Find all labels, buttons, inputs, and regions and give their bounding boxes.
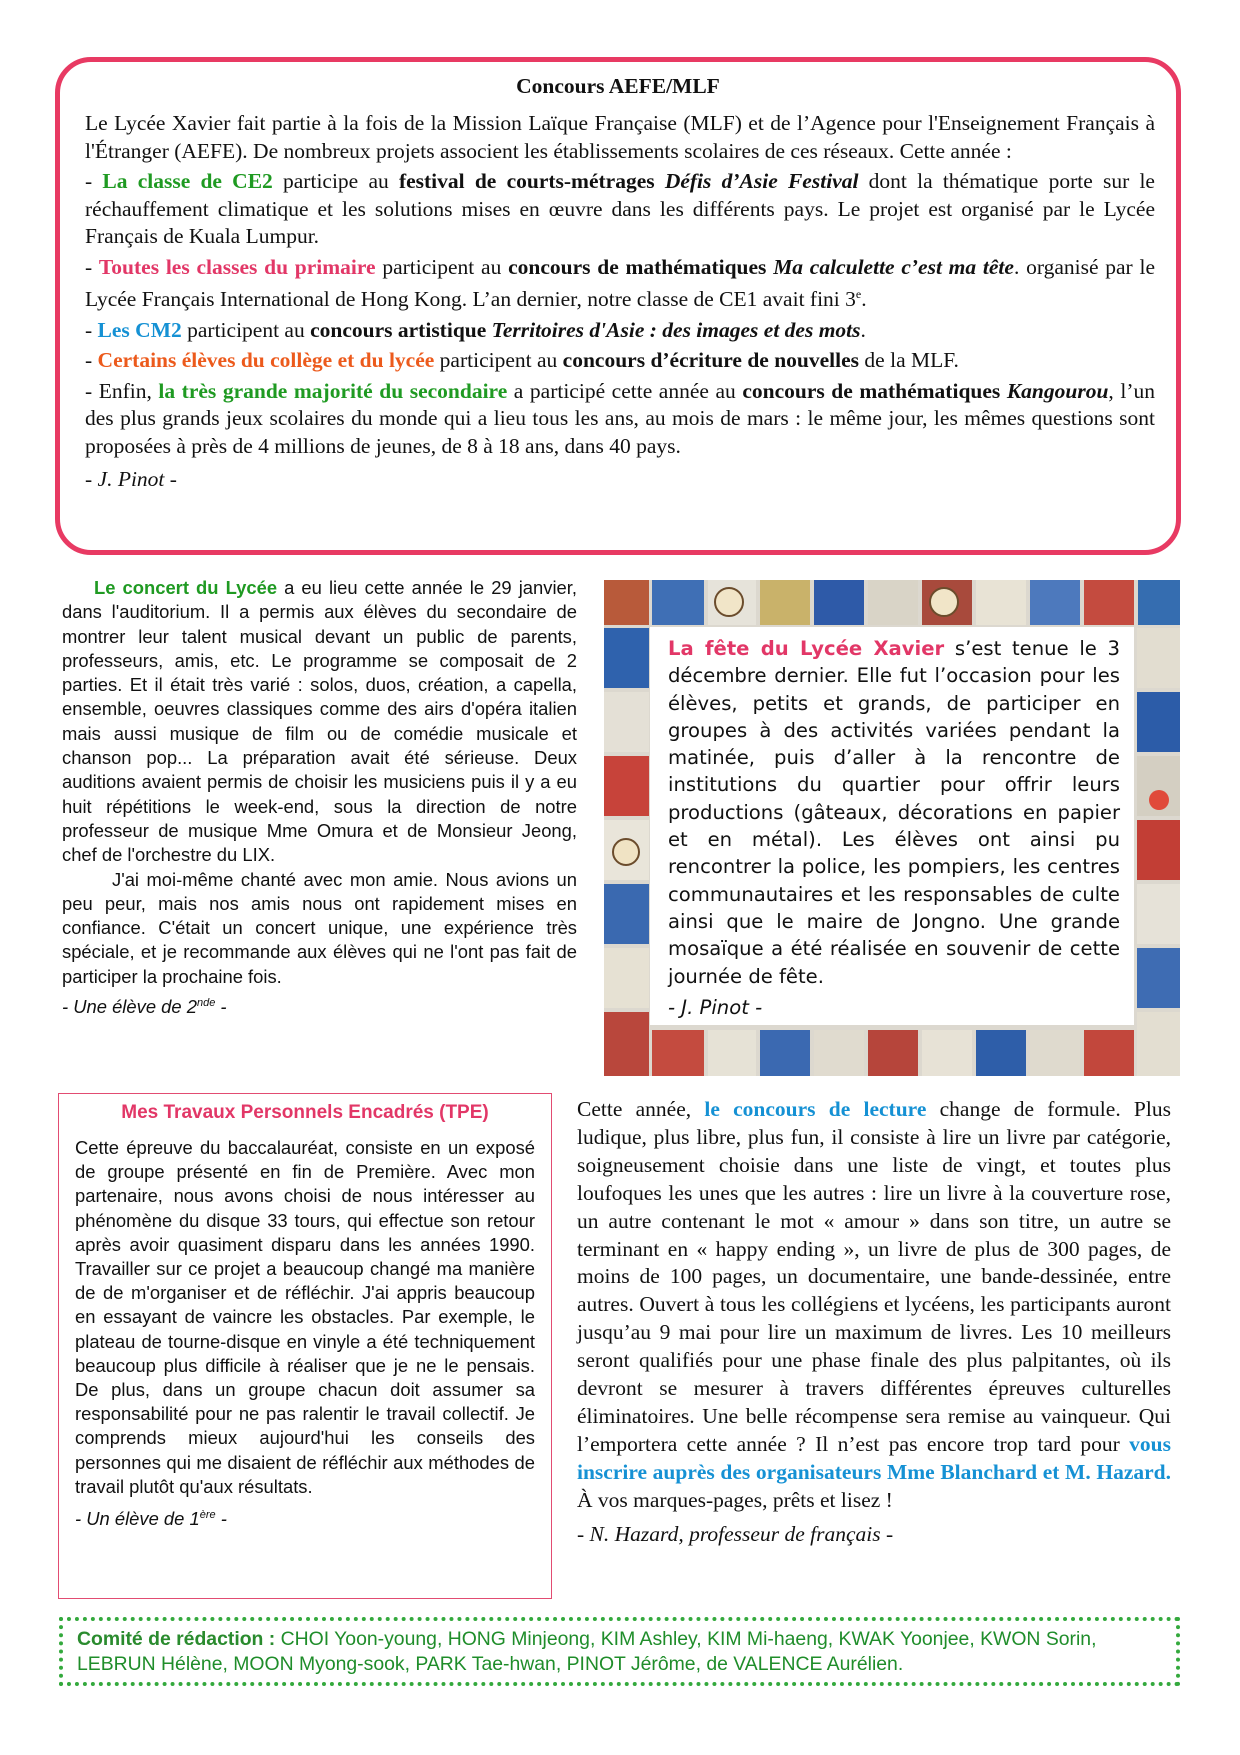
- comite-names: CHOI Yoon-young, HONG Minjeong, KIM Ashley, KIM Mi-haeng, KWAK Yoonjee, KWON Sorin, LEBRUN Hélène, MOON Myong-sook, PARK Tae-hwan, PINOT Jérôme, de VALENCE Aurélien.: [77, 1628, 1097, 1675]
- aefe-item-ce2: - La classe de CE2 participe au festival de courts-métrages Défis d’Asie Festival dont la thématique porte sur le réchauffement climatique et les solutions mises en œuvre dans les différents pays. Le projet est organisé par le Lycée Français de Kuala Lumpur.: [85, 169, 1155, 248]
- aefe-box: [55, 57, 1181, 555]
- tpe-box: [58, 1093, 552, 1599]
- concert-p1: Le concert du Lycée a eu lieu cette année le 29 janvier, dans l'auditorium. Il a permis aux élèves du secondaire de montrer leur talent musical devant un public de parents, professeurs, amis, etc. Le programme se composait de 2 parties. Et il était très varié : solos, duos, création, a capella, ensemble, oeuvres classiques comme des airs d'opéra italien mais aussi musique de film ou de comédie musicale et chanson pop... La préparation avait été sérieuse. Deux auditions avaient permis de choisir les musiciens puis il y a eu huit répétitions le week-end, sous la direction de notre professeur de musique Mme Omura et de Monsieur Jeong, chef de l'orchestre du LIX.: [62, 577, 577, 866]
- tpe-title: Mes Travaux Personnels Encadrés (TPE): [121, 1102, 489, 1123]
- fete-signature: - J. Pinot -: [668, 995, 763, 1019]
- lecture-signature: - N. Hazard, professeur de français -: [577, 1521, 894, 1546]
- aefe-body: [85, 110, 1155, 497]
- tpe-paragraph: Cette épreuve du baccalauréat, consiste en un exposé de groupe présenté en fin de Première. Avec mon partenaire, nous avons choisi de nous intéresser au phénomène du disque 33 tours, qui effectue son retour après avoir quasiment disparu dans les années 1990. Travailler sur ce projet a beaucoup changé ma manière de de m'organiser et de réfléchir. J'ai appris beaucoup en essayant de vaincre les obstacles. Par exemple, le plateau de tourne-disque en vinyle a été techniquement beaucoup plus difficile à réaliser que je ne le pensais. De plus, dans un groupe chacun doit assumer sa responsabilité pour ne pas ralentir le travail collectif. Je comprends mieux aujourd'hui les conseils des personnes qui me disaient de réfléchir aux méthodes de travail plutôt qu'aux résultats.: [75, 1137, 535, 1497]
- tpe-body: [75, 1136, 535, 1531]
- aefe-title: Concours AEFE/MLF: [516, 74, 720, 98]
- comite-text: [77, 1627, 1167, 1676]
- fete-paragraph: La fête du Lycée Xavier s’est tenue le 3 décembre dernier. Elle fut l’occasion pour les élèves, petits et grands, de participer en groupes à des activités variées pendant la matinée, puis d’aller à la rencontre de institutions du quartier pour offrir leurs productions (gâteaux, décorations en papier et en métal). Les élèves ont ainsi pu rencontrer la police, les pompiers, les centres communautaires et les responsables de culte ainsi que le maire de Jongno. Une grande mosaïque a été réalisée en souvenir de cette journée de fête.: [668, 637, 1120, 988]
- aefe-item-college: - Certains élèves du collège et du lycée participent au concours d’écriture de nouvelles de la MLF.: [85, 348, 959, 373]
- concert-article: [62, 576, 577, 1019]
- tpe-signature: - Un élève de 1ère -: [75, 1508, 227, 1530]
- aefe-intro: Le Lycée Xavier fait partie à la fois de la Mission Laïque Française (MLF) et de l’Agence pour l'Enseignement Français à l'Étranger (AEFE). De nombreux projets associent les établissements scolaires de ces réseaux. Cette année :: [85, 111, 1155, 163]
- comite-label: Comité de rédaction :: [77, 1628, 276, 1650]
- comite-box: [59, 1617, 1180, 1686]
- lecture-paragraph: Cette année, le concours de lecture change de formule. Plus ludique, plus libre, plus fun, il consiste à lire un livre par catégorie, soigneusement choisie dans une liste de vingt, et toutes plus loufoques les unes que les autres : lire un livre à la couverture rose, un autre contenant le mot « amour » dans son titre, un autre se terminant en « happy ending », un livre de plus de 300 pages, de moins de 100 pages, un documentaire, une bande-dessinée, entre autres. Ouvert à tous les collégiens et lycéens, les participants auront jusqu’au 9 mai pour lire un maximum de livres. Les 10 meilleurs seront qualifiés pour une phase finale des plus palpitantes, où ils devront se mesurer à travers différentes épreuves culturelles éliminatoires. Une belle récompense sera remise au vainqueur. Qui l’emportera cette année ? Il n’est pas encore trop tard pour vous inscrire auprès des organisateurs Mme Blanchard et M. Hazard. À vos marques-pages, prêts et lisez !: [577, 1097, 1171, 1512]
- aefe-signature: - J. Pinot -: [85, 467, 177, 492]
- lecture-article: [577, 1096, 1171, 1549]
- aefe-item-secondaire: - Enfin, la très grande majorité du secondaire a participé cette année au concours de mathématiques Kangourou, l’un des plus grands jeux scolaires du monde qui a lieu tous les ans, au mois de mars : le même jour, les mêmes questions sont proposées à près de 4 millions de jeunes, de 8 à 18 ans, dans 40 pays.: [85, 378, 1155, 458]
- fete-text: [668, 635, 1120, 1021]
- concert-p2: J'ai moi-même chanté avec mon amie. Nous avions un peu peur, mais nos amis nous ont rapidement mises en confiance. C'était un concert unique, une expérience très spéciale, et je recommande aux élèves qui ne l'ont pas fait de participer la prochaine fois.: [62, 868, 577, 987]
- aefe-item-primaire: - Toutes les classes du primaire participent au concours de mathématiques Ma calculette c’est ma tête. organisé par le Lycée Français International de Hong Kong. L’an dernier, notre classe de CE1 avait fini 3e.: [85, 254, 1155, 312]
- aefe-item-cm2: - Les CM2 participent au concours artistique Territoires d'Asie : des images et des mots.: [85, 317, 866, 342]
- fete-box: [650, 627, 1134, 1025]
- concert-signature: - Une élève de 2nde -: [62, 996, 227, 1018]
